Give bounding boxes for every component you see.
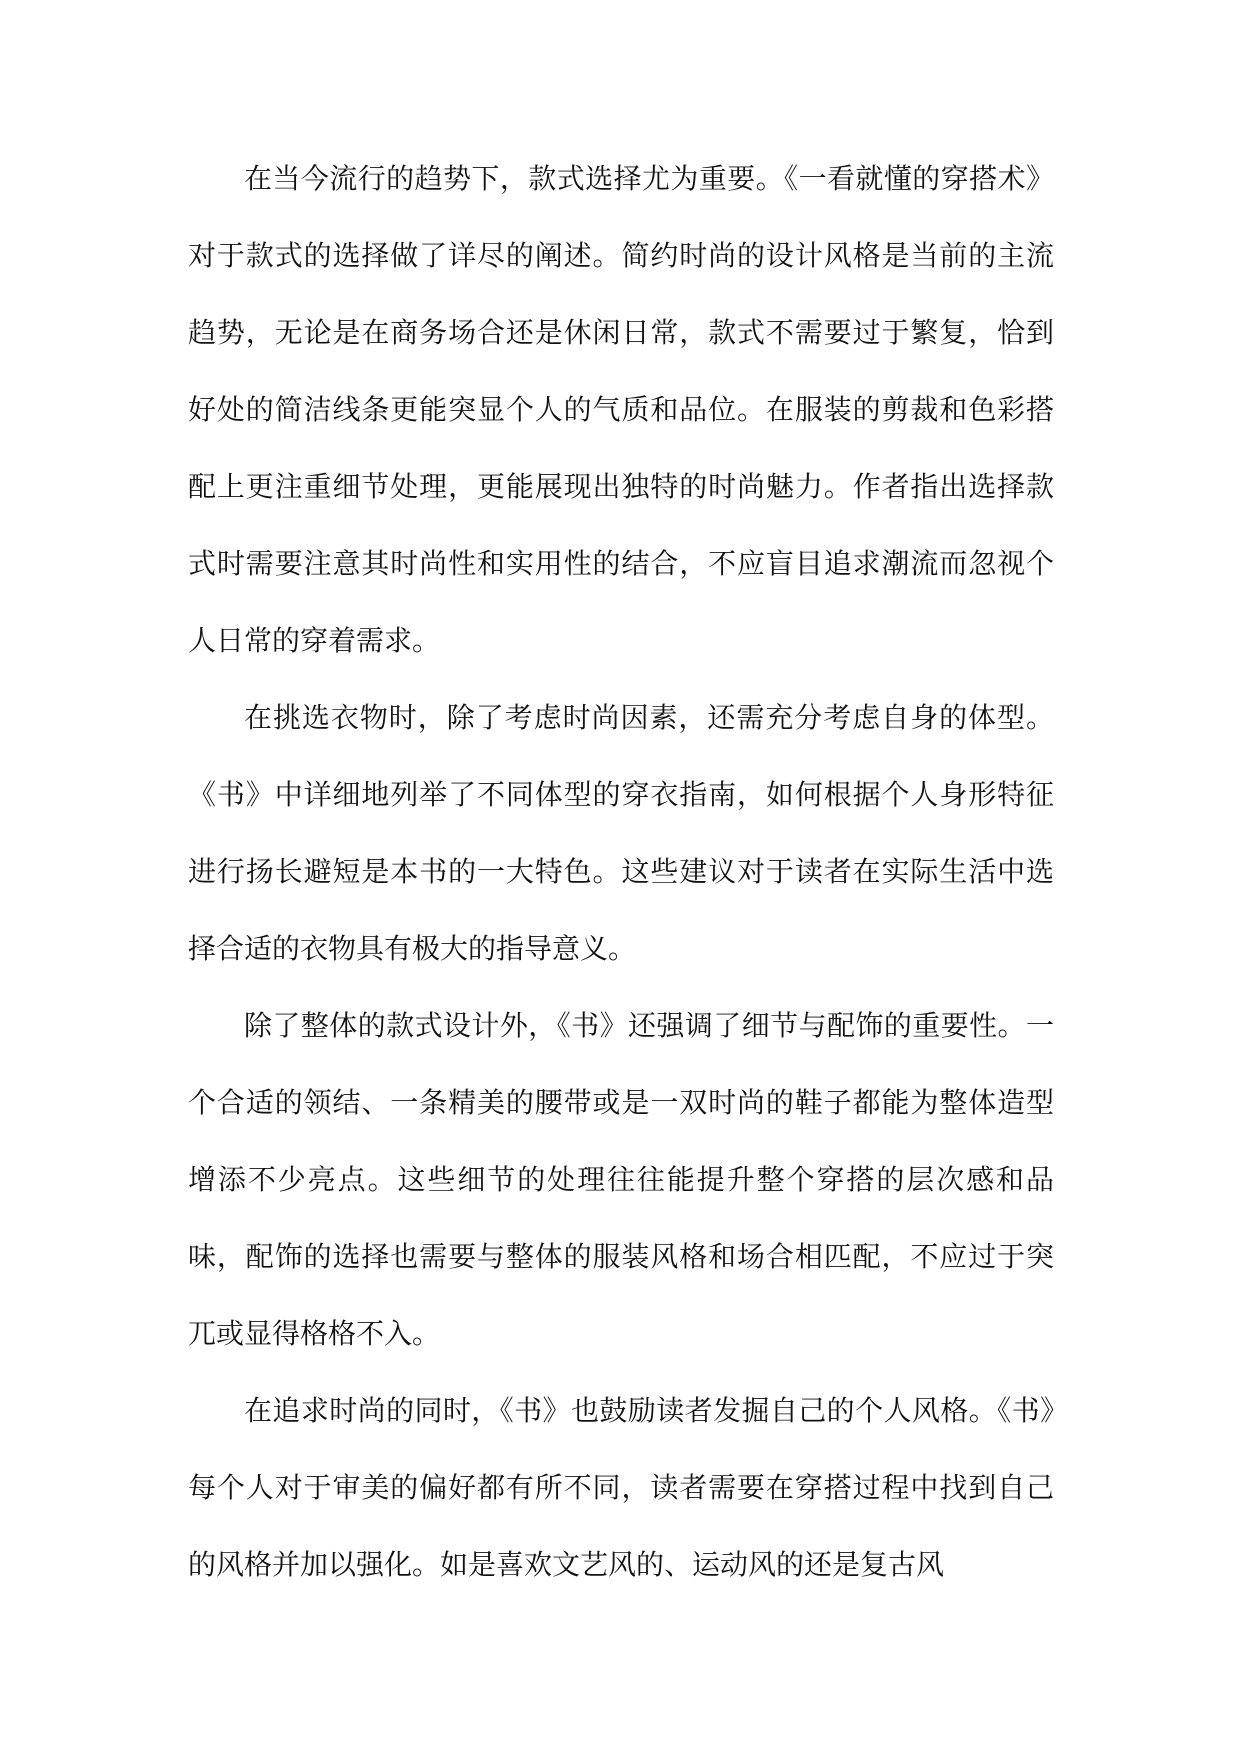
document-body — [188, 140, 1054, 1603]
paragraph-body-shape: 在挑选衣物时，除了考虑时尚因素，还需充分考虑自身的体型。《书》中详细地列举了不同体型的穿衣指南，如何根据个人身形特征进行扬长避短是本书的一大特色。这些建议对于读者在实际生活中选择合适的衣物具有极大的指导意义。 — [188, 701, 1054, 965]
paragraph-details-accessories: 除了整体的款式设计外，《书》还强调了细节与配饰的重要性。一个合适的领结、一条精美的腰带或是一双时尚的鞋子都能为整体造型增添不少亮点。这些细节的处理往往能提升整个穿搭的层次感和品味，配饰的选择也需要与整体的服装风格和场合相匹配，不应过于突兀或显得格格不入。 — [188, 1009, 1054, 1350]
paragraph-style-selection: 在当今流行的趋势下，款式选择尤为重要。《一看就懂的穿搭术》对于款式的选择做了详尽的阐述。简约时尚的设计风格是当前的主流趋势，无论是在商务场合还是休闲日常，款式不需要过于繁复，恰到好处的简洁线条更能突显个人的气质和品位。在服装的剪裁和色彩搭配上更注重细节处理，更能展现出独特的时尚魅力。作者指出选择款式时需要注意其时尚性和实用性的结合，不应盲目追求潮流而忽视个人日常的穿着需求。 — [188, 162, 1054, 657]
paragraph-personal-style: 在追求时尚的同时，《书》也鼓励读者发掘自己的个人风格。《书》每个人对于审美的偏好都有所不同，读者需要在穿搭过程中找到自己的风格并加以强化。如是喜欢文艺风的、运动风的还是复古风 — [188, 1394, 1054, 1581]
